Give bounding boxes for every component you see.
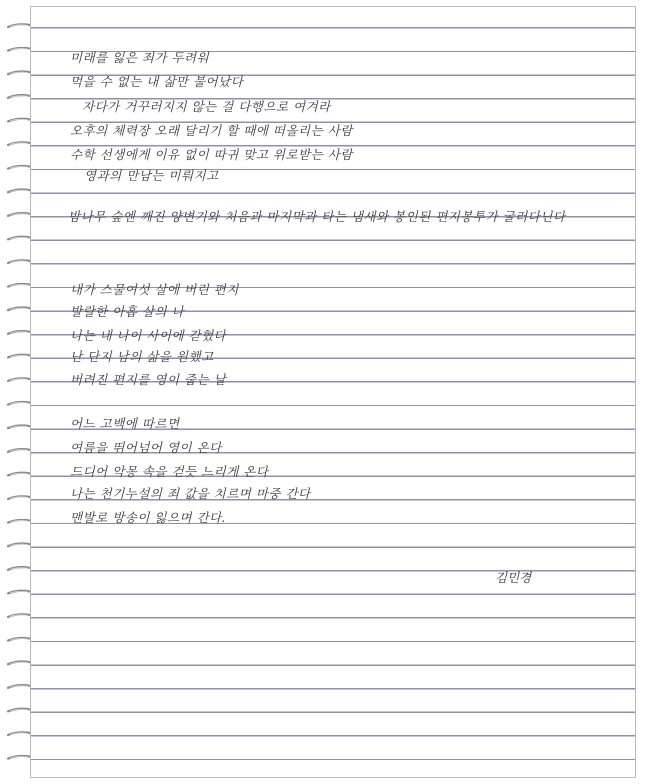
poem-line: 나는 천기누설의 죄 값을 치르며 마중 간다 bbox=[70, 486, 311, 501]
poem-line: 드디어 악몽 속을 걷듯 느리게 온다 bbox=[70, 464, 269, 479]
poem-line: 맨발로 방송이 잃으며 간다. bbox=[70, 510, 227, 525]
poem-line: 발랄한 아홉 살의 나 bbox=[70, 304, 185, 319]
poem-line: 영과의 만남는 미뤄지고 bbox=[84, 168, 219, 183]
poem-line: 어느 고백에 따르면 bbox=[70, 416, 180, 431]
author-signature: 김민경 bbox=[495, 570, 532, 585]
poem-line: 내가 스물여섯 살에 버린 편지 bbox=[70, 282, 239, 297]
poem-line: 버려진 편지를 영이 줍는 날 bbox=[70, 372, 227, 387]
poem-line: 여름을 뛰어넘어 영이 온다 bbox=[70, 440, 222, 455]
poem-text bbox=[70, 0, 630, 784]
poem-line: 오후의 체력장 오래 달리기 할 때에 떠올리는 사람 bbox=[70, 123, 353, 138]
poem-line: 미래를 잃은 죄가 두려워 bbox=[70, 50, 210, 65]
poem-line: 나는 내 나이 사이에 갇혔다 bbox=[70, 328, 227, 343]
poem-line: 자다가 거꾸러지지 않는 걸 다행으로 여겨라 bbox=[82, 99, 331, 114]
poem-line: 수학 선생에게 이유 없이 따귀 맞고 위로받는 사람 bbox=[70, 147, 353, 162]
poem-line: 난 단지 남의 삶을 원했고 bbox=[70, 349, 214, 364]
poem-line: 먹을 수 없는 내 삶만 불어났다 bbox=[70, 74, 244, 89]
poem-line: 밤나무 숲엔 깨진 양변기와 처음과 마지막과 타는 냄새와 봉인된 편지봉투가 굴러다닌다 bbox=[68, 209, 566, 224]
